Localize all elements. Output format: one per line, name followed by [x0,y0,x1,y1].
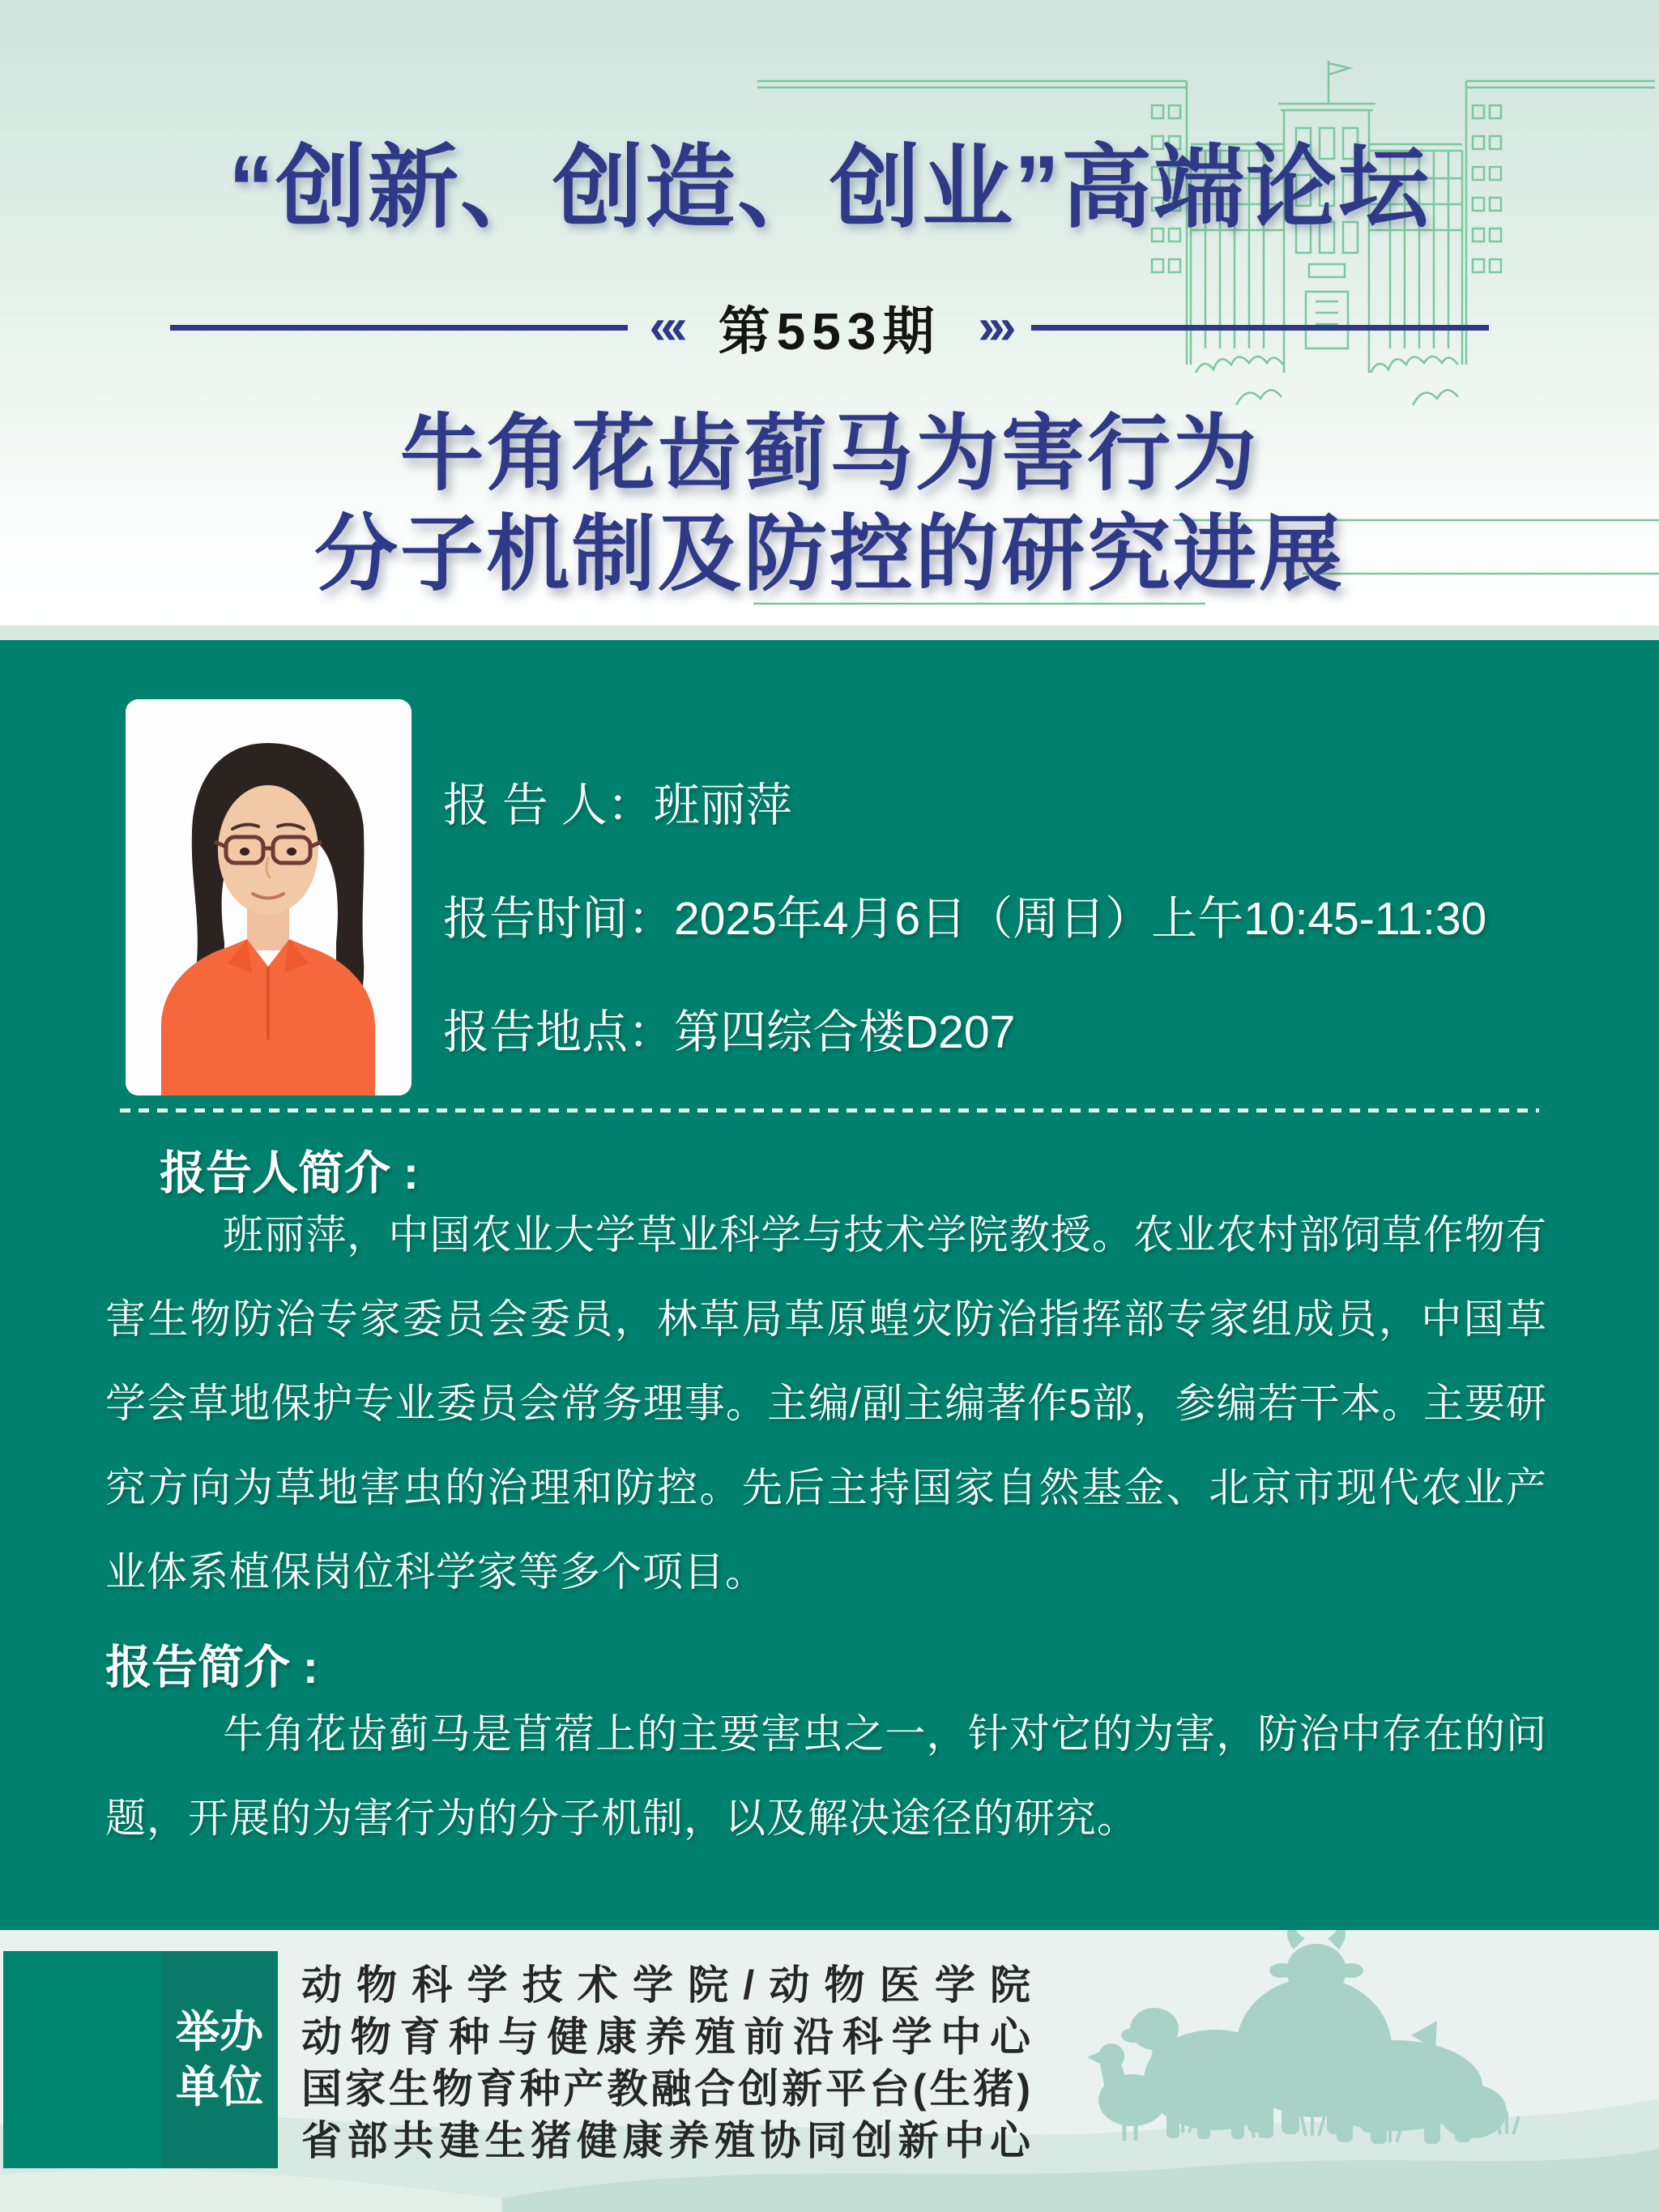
organizer-item: 动物育种与健康养殖前沿科学中心 [301,2014,1030,2060]
issue-line-left [170,325,628,331]
dashed-divider [120,1108,1539,1112]
location-row [443,995,1015,1061]
speaker-label: 报 告 人： [443,779,654,831]
speaker-name: 班丽萍 [653,779,792,831]
organizer-item: 省部共建生猪健康养殖协同创新中心 [301,2118,1030,2163]
time-value: 2025年4月6日（周日）上午10:45-11:30 [674,893,1487,945]
organizer-accent-block [3,1951,161,2168]
organizer-label-block [161,1951,278,2168]
speaker-portrait-illustration [126,699,412,1095]
footer-section [0,1930,1659,2212]
location-label: 报告地点： [443,1006,674,1058]
header-section [0,0,1659,626]
time-row [443,882,1486,948]
issue-number: 第553期 [718,302,941,361]
bio-paragraph: 班丽萍，中国农业大学草业科学与技术学院教授。农业农村部饲草作物有害生物防治专家委员会委员，林草局草原蝗灾防治指挥部专家组成员，中国草学会草地保护专业委员会常务理事。主编/副主编著作5部，参编若干本。主要研究方向为草地害虫的治理和防控。先后主持国家自然基金、北京市现代农业产业体系植保岗位科学家等多个项目。 [105,1212,1547,1595]
speaker-row [443,768,792,835]
animal-silhouettes-icon [1087,1930,1507,2144]
organizer-item: 国家生物育种产教融合创新平台(生猪) [301,2066,1030,2112]
time-label: 报告时间： [443,893,674,945]
talk-title [0,404,1659,604]
bio-heading: 报告人简介 : [160,1147,419,1199]
organizer-item: 动物科学技术学院/动物医学院 [301,1962,1030,2008]
organizer-list [301,1959,1030,2167]
forum-title: “创新、创造、创业”高端论坛 [228,137,1431,238]
talk-title-line1: 牛角花齿蓟马为害行为 [400,407,1259,500]
talk-title-line2: 分子机制及防控的研究进展 [314,507,1345,600]
speaker-photo [126,699,412,1095]
organizer-label-line1: 举办 [176,2008,263,2056]
organizer-label-line2: 单位 [176,2063,263,2112]
right-chevrons-icon: ›» [978,299,1010,355]
divider-strip [0,626,1659,640]
location-value: 第四综合楼D207 [674,1006,1016,1058]
issue-row [0,290,1659,365]
issue-line-right [1031,325,1489,331]
abstract-heading: 报告简介 : [105,1642,318,1693]
abstract-paragraph: 牛角花齿蓟马是苜蓿上的主要害虫之一，针对它的为害，防治中存在的问题，开展的为害行为的分子机制，以及解决途径的研究。 [105,1711,1547,1841]
left-chevrons-icon: «‹ [649,299,681,355]
